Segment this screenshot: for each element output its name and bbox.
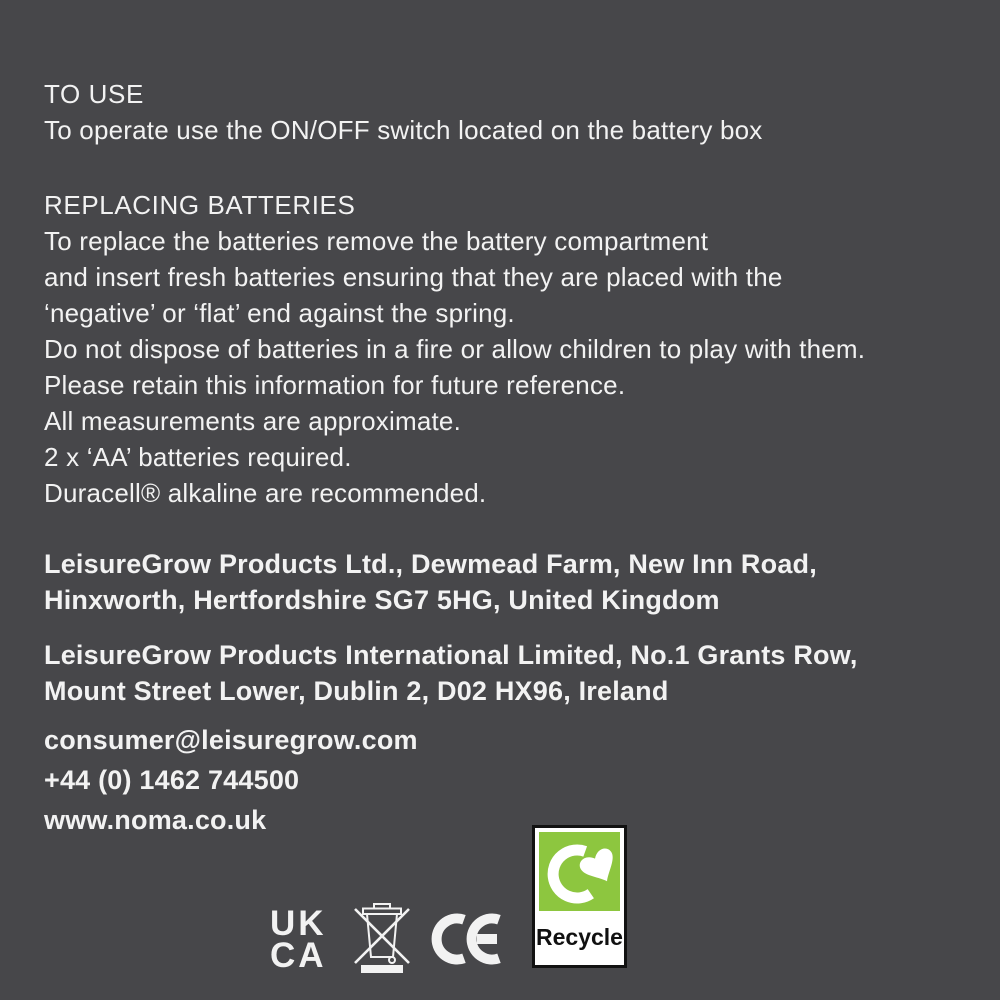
ukca-line-uk: UK [270, 904, 327, 943]
recycle-label: Recycle [536, 924, 623, 950]
recycle-logo [532, 825, 627, 968]
instruction-line: 2 x ‘AA’ batteries required. [44, 442, 352, 472]
address-line: Hinxworth, Hertfordshire SG7 5HG, United Kingdom [44, 585, 720, 615]
contact-phone: +44 (0) 1462 744500 [44, 765, 300, 795]
address-line: LeisureGrow Products Ltd., Dewmead Farm, New Inn Road, [44, 549, 817, 579]
section-replacing-batteries [44, 187, 964, 511]
instruction-line: Do not dispose of batteries in a fire or allow children to play with them. [44, 334, 866, 364]
replacing-batteries-heading: REPLACING BATTERIES [44, 190, 356, 220]
recycle-heart-loop-icon [539, 832, 620, 911]
contact-website: www.noma.co.uk [44, 805, 267, 835]
section-to-use [44, 76, 964, 148]
instruction-line: ‘negative’ or ‘flat’ end against the spring. [44, 298, 515, 328]
instruction-line: Please retain this information for future reference. [44, 370, 626, 400]
to-use-heading: TO USE [44, 79, 144, 109]
ukca-line-ca: CA [270, 936, 327, 975]
contact-email: consumer@leisuregrow.com [44, 725, 418, 755]
contact-block [44, 720, 964, 840]
address-uk [44, 546, 964, 618]
instruction-line: To replace the batteries remove the battery compartment [44, 226, 709, 256]
to-use-body: To operate use the ON/OFF switch located on the battery box [44, 115, 763, 145]
instruction-line: All measurements are approximate. [44, 406, 462, 436]
instruction-line: Duracell® alkaline are recommended. [44, 478, 487, 508]
weee-crossed-bin-icon [351, 901, 413, 975]
label-text-content [44, 76, 964, 840]
instruction-line: and insert fresh batteries ensuring that they are placed with the [44, 262, 783, 292]
ce-mark-icon [431, 911, 505, 967]
address-line: Mount Street Lower, Dublin 2, D02 HX96, Ireland [44, 676, 669, 706]
address-line: LeisureGrow Products International Limited, No.1 Grants Row, [44, 640, 858, 670]
ukca-mark [270, 904, 327, 975]
address-ireland [44, 637, 964, 709]
